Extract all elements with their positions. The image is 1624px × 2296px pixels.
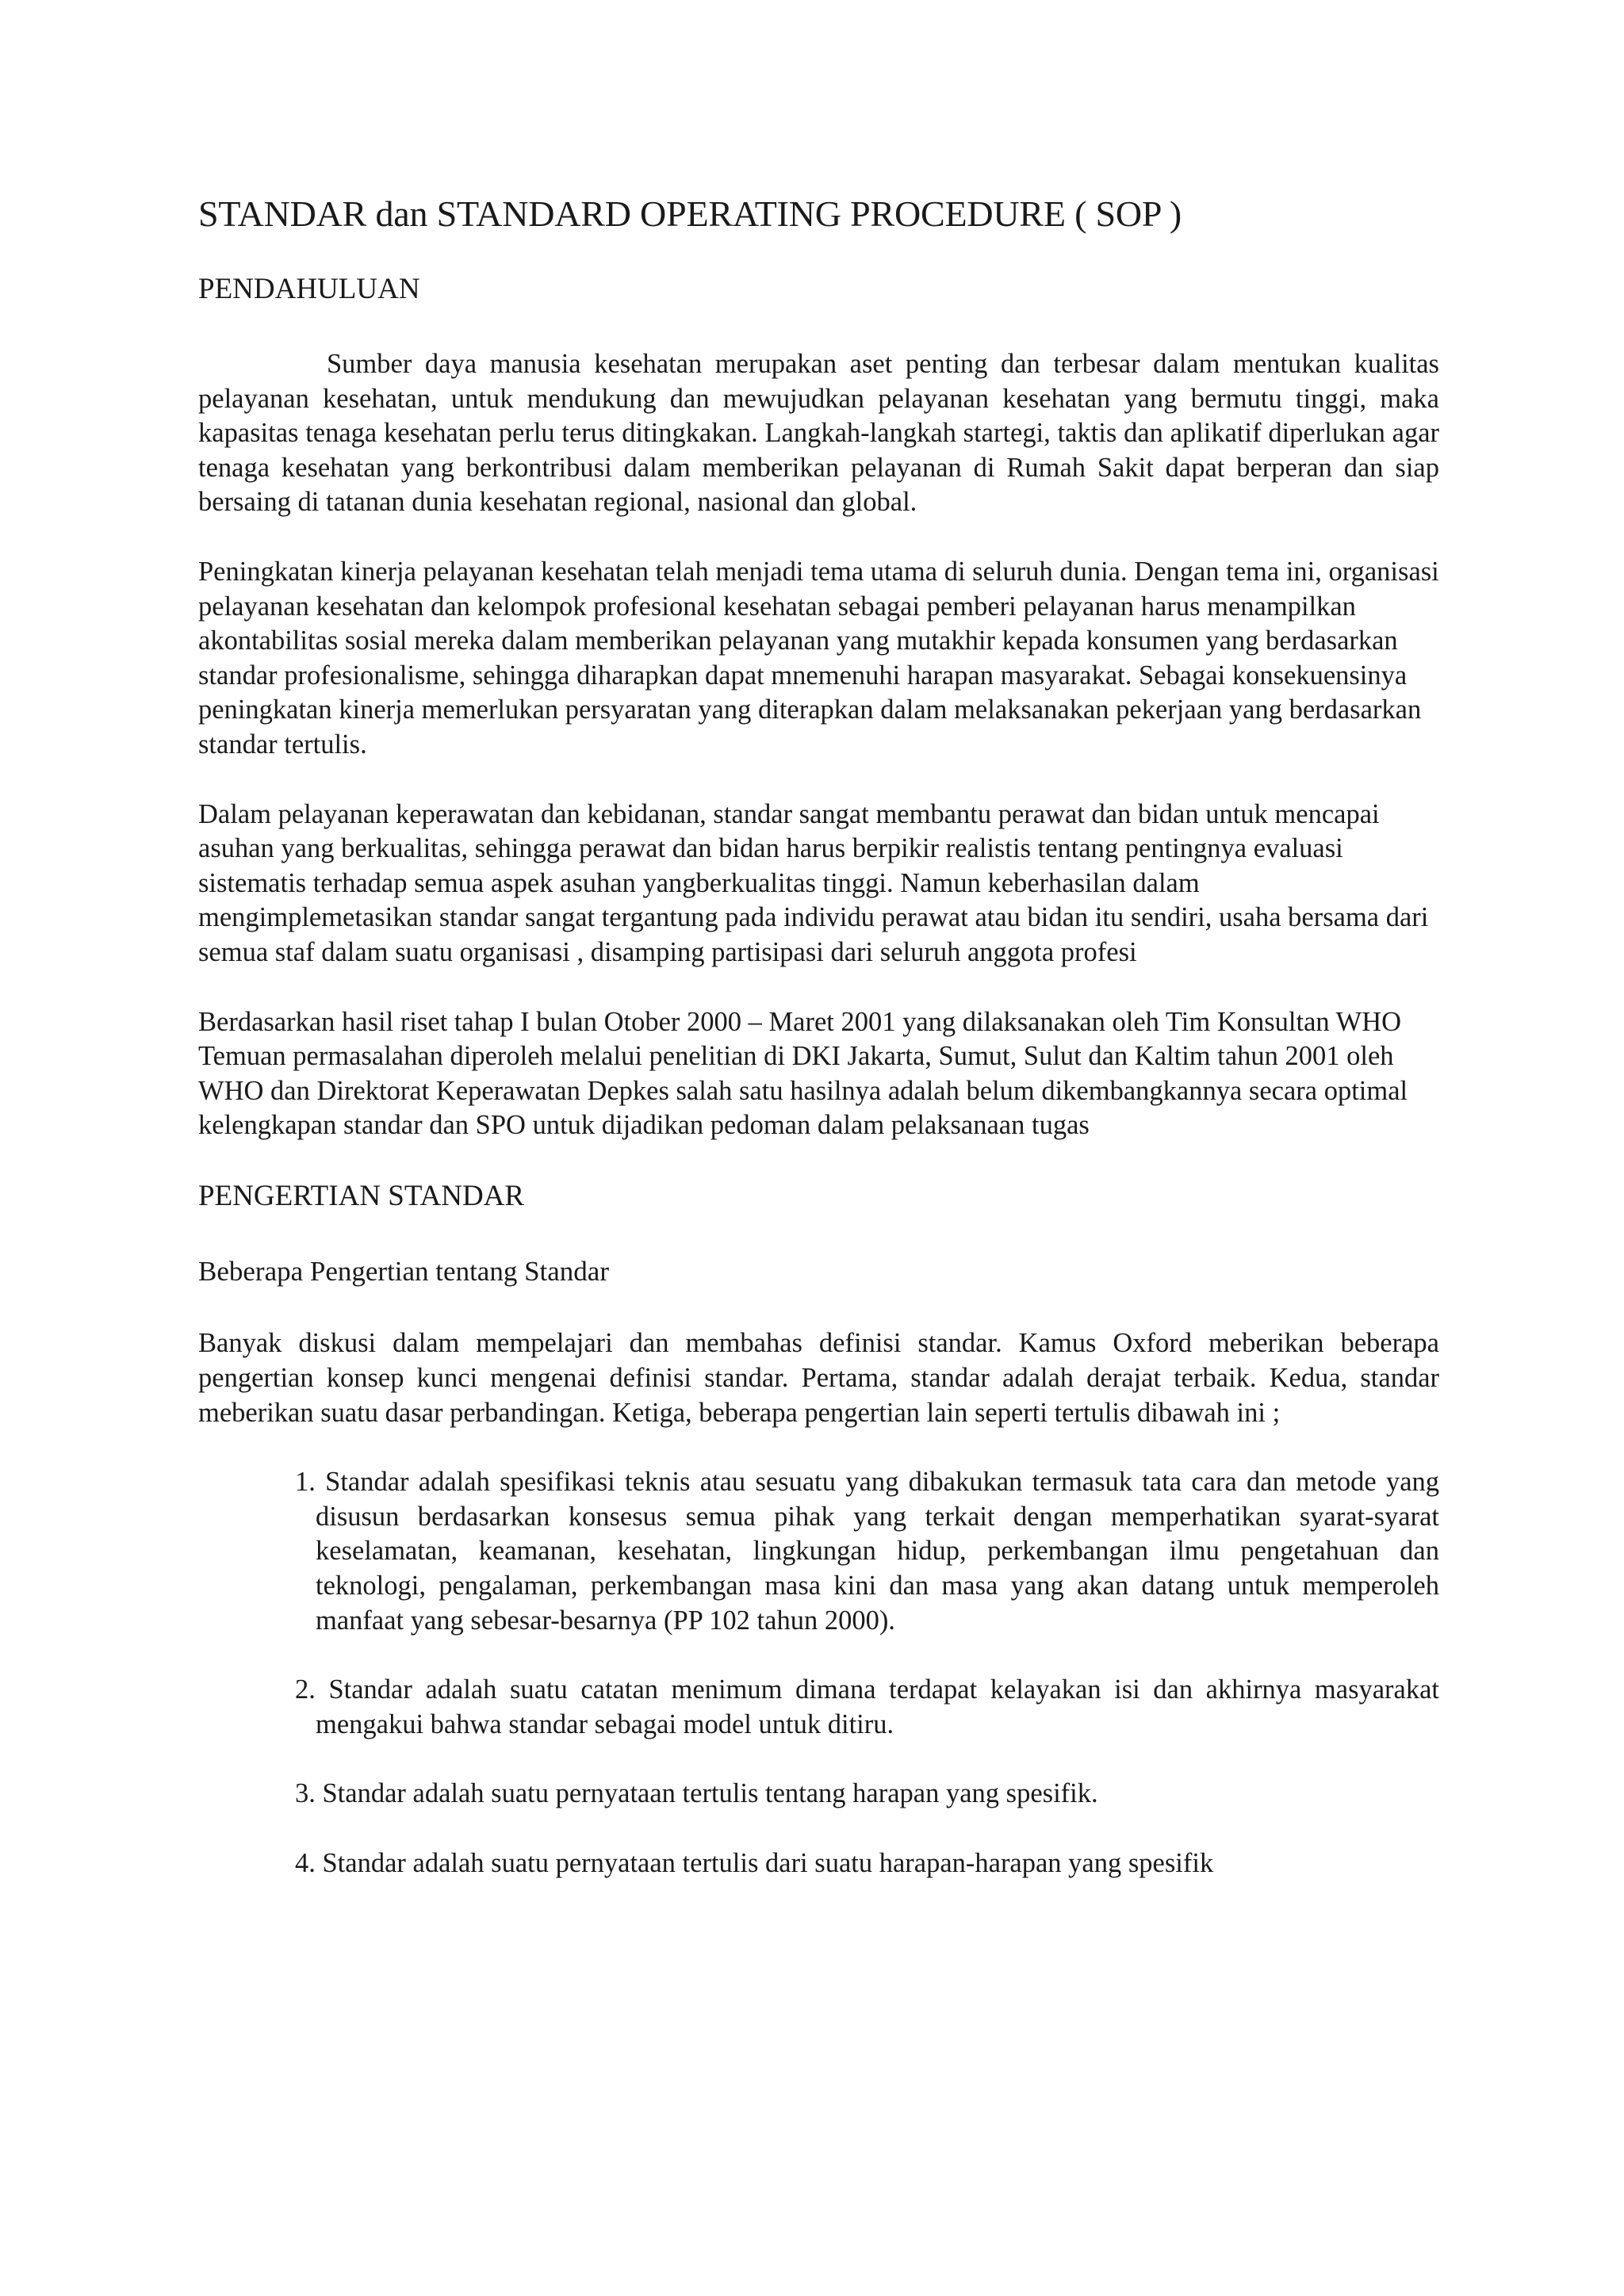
paragraph-1: Sumber daya manusia kesehatan merupakan aset penting dan terbesar dalam mentukan kualitas pelayanan kesehatan, untuk mendukung dan mewujudkan pelayanan kesehatan yang bermutu tinggi, maka kapasitas tenaga kesehatan perlu terus ditingkakan. Langkah-langkah startegi, taktis dan aplikatif diperlukan agar tenaga kesehatan yang berkontribusi dalam memberikan pelayanan di Rumah Sakit dapat berperan dan siap bersaing di tatanan dunia kesehatan regional, nasional dan global. [198,349,1439,518]
paragraph-intro-standar: Banyak diskusi dalam mempelajari dan membahas definisi standar. Kamus Oxford meberikan beberapa pengertian konsep kunci mengenai definisi standar. Pertama, standar adalah derajat terbaik. Kedua, standar meberikan suatu dasar perbandingan. Ketiga, beberapa pengertian lain seperti tertulis dibawah ini ; [198,1328,1439,1428]
list-item-text: Standar adalah suatu pernyataan tertulis tentang harapan yang spesifik. [322,1778,1098,1809]
paragraph-4: Berdasarkan hasil riset tahap I bulan Otober 2000 – Maret 2001 yang dilaksanakan oleh Tim Konsultan WHO Temuan permasalahan diperoleh melalui penelitian di DKI Jakarta, Sumut, Sulut dan Kaltim tahun 2001 oleh WHO dan Direktorat Keperawatan Depkes salah satu hasilnya adalah belum dikembangkannya secara optimal kelengkapan standar dan SPO untuk dijadikan pedoman dalam pelaksanaan tugas [198,1006,1408,1141]
document-page [198,190,1439,1916]
list-item-text: Standar adalah suatu catatan menimum dimana terdapat kelayakan isi dan akhirnya masyarakat mengakui bahwa standar sebagai model untuk ditiru. [316,1674,1440,1739]
list-item [295,1465,1439,1638]
list-item-number: 3. [295,1778,316,1809]
list-item-number: 2. [295,1674,316,1705]
list-item [295,1673,1439,1742]
section-heading-pendahuluan: PENDAHULUAN [198,273,420,305]
definition-list [198,1465,1439,1881]
subheading-pengertian: Beberapa Pengertian tentang Standar [198,1255,609,1287]
list-item [295,1846,1439,1881]
list-item-number: 4. [295,1848,316,1878]
paragraph-2: Peningkatan kinerja pelayanan kesehatan telah menjadi tema utama di seluruh dunia. Dengan tema ini, organisasi pelayanan kesehatan dan kelompok profesional kesehatan sebagai pemberi pelayanan harus menampilkan akontabilitas sosial mereka dalam memberikan pelayanan yang mutakhir kepada konsumen yang berdasarkan standar profesionalisme, sehingga diharapkan dapat mnemenuhi harapan masyarakat. Sebagai konsekuensinya peningkatan kinerja memerlukan persyaratan yang diterapkan dalam melaksanakan pekerjaan yang berdasarkan standar tertulis. [198,556,1439,760]
section-heading-pengertian-standar: PENGERTIAN STANDAR [198,1179,525,1212]
list-item-text: Standar adalah suatu pernyataan tertulis dari suatu harapan-harapan yang spesifik [322,1848,1214,1878]
list-item-number: 1. [295,1467,316,1498]
paragraph-3: Dalam pelayanan keperawatan dan kebidanan, standar sangat membantu perawat dan bidan untuk mencapai asuhan yang berkualitas, sehingga perawat dan bidan harus berpikir realistis tentang pentingnya evaluasi sistematis terhadap semua aspek asuhan yangberkualitas tinggi. Namun keberhasilan dalam mengimplemetasikan standar sangat tergantung pada individu perawat atau bidan itu sendiri, usaha bersama dari semua staf dalam suatu organisasi , disamping partisipasi dari seluruh anggota profesi [198,798,1429,967]
list-item [295,1777,1439,1812]
list-item-text: Standar adalah spesifikasi teknis atau sesuatu yang dibakukan termasuk tata cara dan metode yang disusun berdasarkan konsesus semua pihak yang terkait dengan memperhatikan syarat-syarat keselamatan, keamanan, kesehatan, lingkungan hidup, perkembangan ilmu pengetahuan dan teknologi, pengalaman, perkembangan masa kini dan masa yang akan datang untuk memperoleh manfaat yang sebesar-besarnya (PP 102 tahun 2000). [316,1467,1440,1636]
document-title: STANDAR dan STANDARD OPERATING PROCEDURE ( SOP ) [198,193,1182,234]
